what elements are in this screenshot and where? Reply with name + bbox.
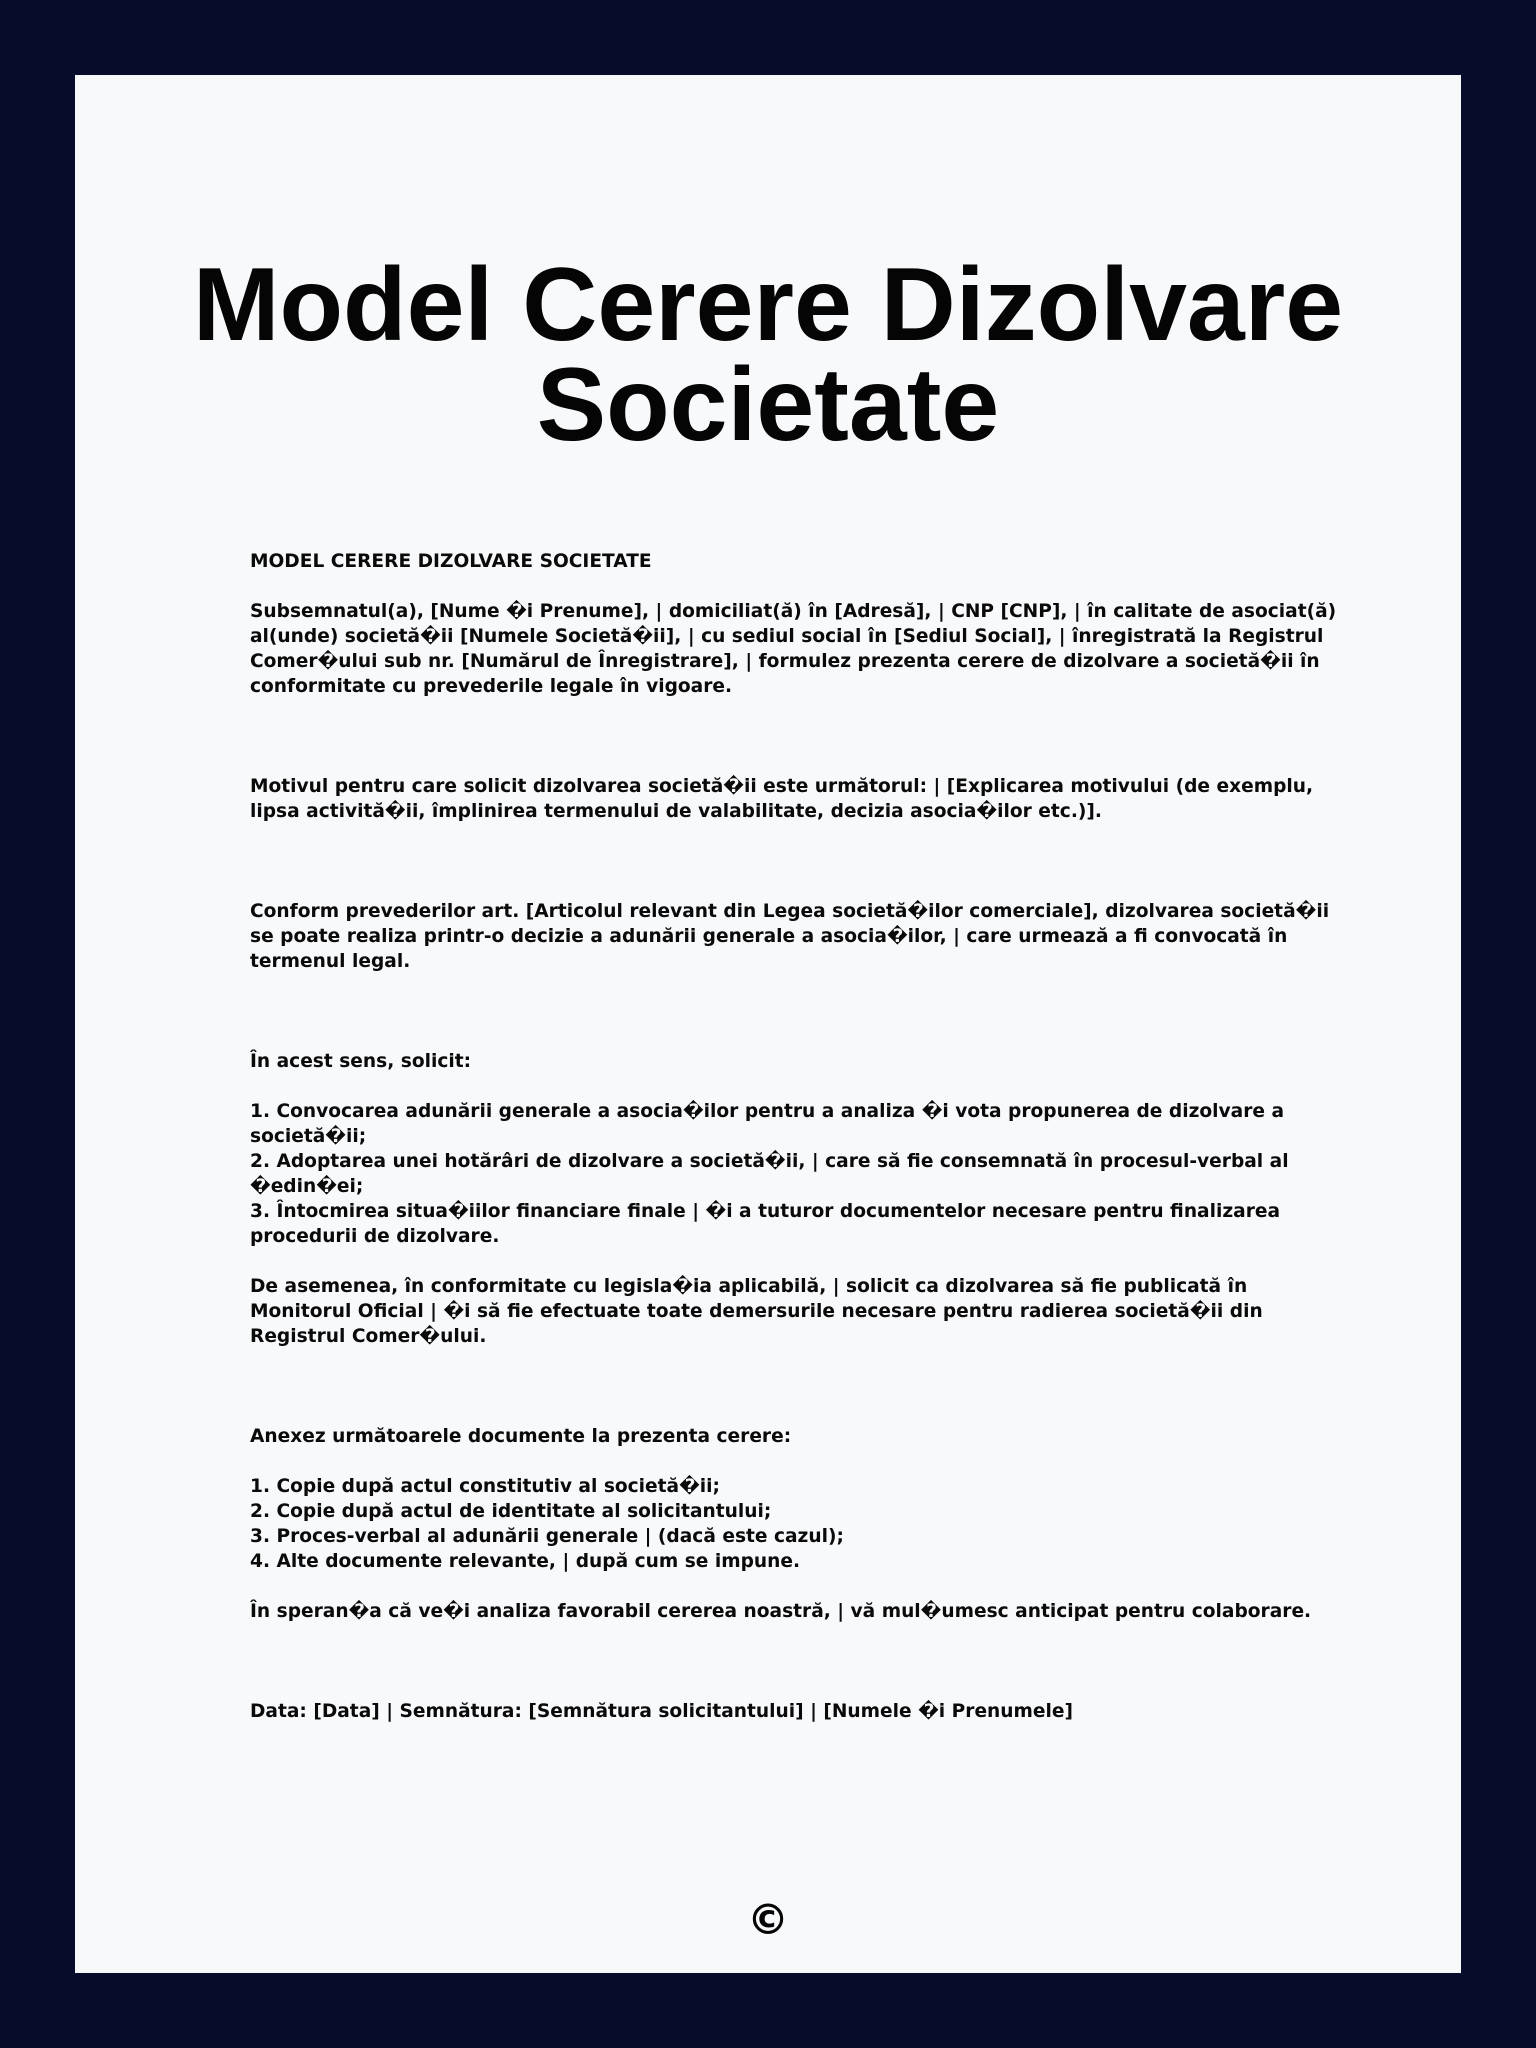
- document-body: [250, 549, 1350, 1724]
- signature-line: Data: [Data] | Semnătura: [Semnătura solicitantului] | [Numele �i Prenumele]: [250, 1701, 1074, 1722]
- closing-paragraph: În speran�a că ve�i analiza favorabil cererea noastră, | vă mul�umesc anticipat pentru colaborare.: [250, 1601, 1312, 1622]
- document-title: Model Cerere Dizolvare Societate: [192, 247, 1344, 463]
- legal-basis-paragraph: Conform prevederilor art. [Articolul relevant din Legea societă�ilor comerciale], dizolvarea societă�ii se poate realiza printr-o decizie a adunării generale a asocia�ilor, | care urmează a fi convocată în termenul legal.: [250, 901, 1336, 972]
- document-heading: MODEL CERERE DIZOLVARE SOCIETATE: [250, 551, 652, 572]
- publication-paragraph: De asemenea, în conformitate cu legisla�ia aplicabilă, | solicit ca dizolvarea să fie publicată în Monitorul Oficial | �i să fie efectuate toate demersurile necesare pentru radierea societă�ii din Registrul Comer�ului.: [250, 1276, 1270, 1347]
- annex-item: 1. Copie după actul constitutiv al societă�ii;: [250, 1476, 720, 1497]
- reason-paragraph: Motivul pentru care solicit dizolvarea societă�ii este următorul: | [Explicarea motivului (de exemplu, lipsa activită�ii, împlinirea termenului de valabilitate, decizia asocia�ilor etc.)].: [250, 776, 1320, 822]
- document-page: [75, 75, 1461, 1973]
- request-item: 2. Adoptarea unei hotărâri de dizolvare a societă�ii, | care să fie consemnată în procesul-verbal al �edin�ei;: [250, 1151, 1296, 1197]
- intro-paragraph: Subsemnatul(a), [Nume �i Prenume], | domiciliat(ă) în [Adresă], | CNP [CNP], | în calitate de asociat(ă) al(unde) societă�ii [Numele Societă�ii], | cu sediul social în [Sediul Social], | înregistrată la Registrul Comer�ului sub nr. [Numărul de Înregistrare], | formulez prezenta cerere de dizolvare a societă�ii în conformitate cu prevederile legale în vigoare.: [250, 601, 1343, 697]
- annex-intro: Anexez următoarele documente la prezenta cerere:: [250, 1426, 792, 1447]
- request-item: 3. Întocmirea situa�iilor financiare finale | �i a tuturor documentelor necesare pentru finalizarea procedurii de dizolvare.: [250, 1201, 1287, 1247]
- request-intro: În acest sens, solicit:: [250, 1051, 472, 1072]
- copyright-icon: ©: [747, 1895, 789, 1944]
- annex-item: 3. Proces-verbal al adunării generale | (dacă este cazul);: [250, 1526, 844, 1547]
- request-item: 1. Convocarea adunării generale a asocia�ilor pentru a analiza �i vota propunerea de dizolvare a societă�ii;: [250, 1101, 1291, 1147]
- annex-item: 4. Alte documente relevante, | după cum se impune.: [250, 1551, 801, 1572]
- annex-item: 2. Copie după actul de identitate al solicitantului;: [250, 1501, 772, 1522]
